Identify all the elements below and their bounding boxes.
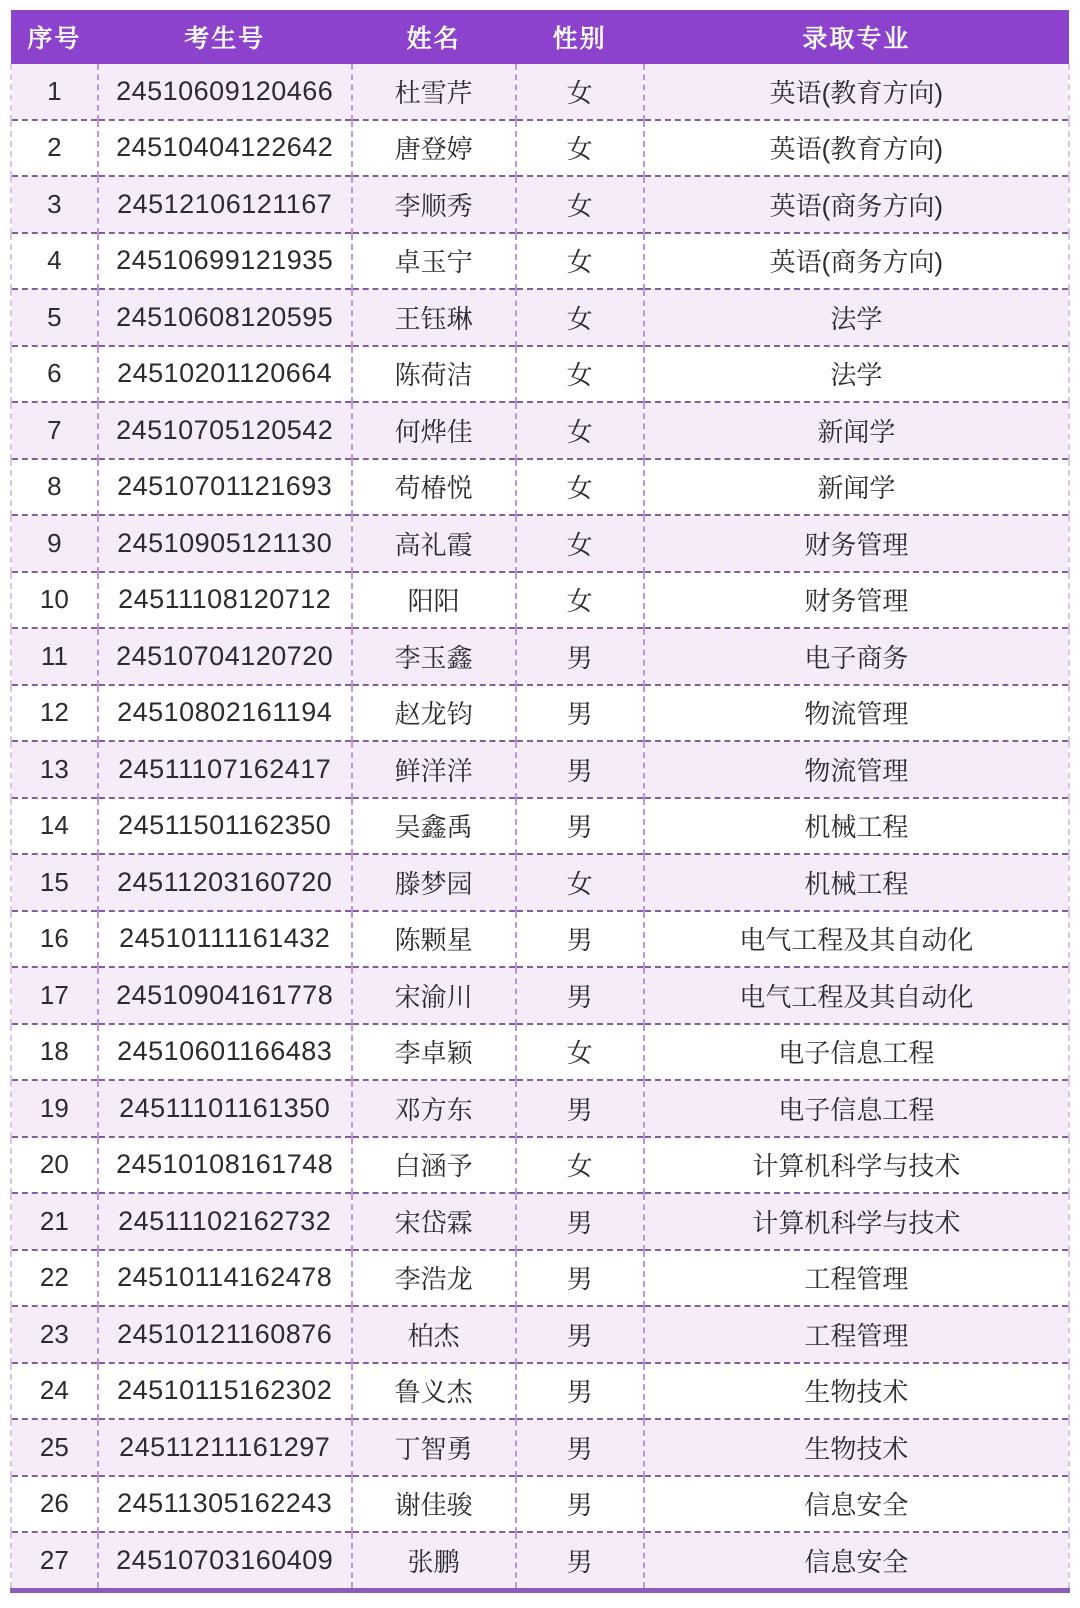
cell-index: 16 bbox=[11, 911, 98, 968]
cell-index: 12 bbox=[11, 685, 98, 742]
cell-candidate-no: 24511107162417 bbox=[98, 741, 352, 798]
cell-candidate-no: 24510111161432 bbox=[98, 911, 352, 968]
cell-gender: 女 bbox=[516, 459, 644, 516]
cell-candidate-no: 24510115162302 bbox=[98, 1363, 352, 1420]
cell-name: 王钰琳 bbox=[352, 289, 516, 346]
cell-major: 生物技术 bbox=[644, 1419, 1069, 1476]
table-row bbox=[11, 233, 1069, 290]
table-row bbox=[11, 1476, 1069, 1533]
cell-gender: 女 bbox=[516, 1137, 644, 1194]
cell-gender: 男 bbox=[516, 911, 644, 968]
cell-gender: 男 bbox=[516, 628, 644, 685]
cell-index: 7 bbox=[11, 402, 98, 459]
cell-candidate-no: 24511102162732 bbox=[98, 1193, 352, 1250]
cell-name: 宋渝川 bbox=[352, 967, 516, 1024]
cell-index: 22 bbox=[11, 1250, 98, 1307]
table-row bbox=[11, 120, 1069, 177]
cell-name: 杜雪芹 bbox=[352, 64, 516, 120]
table-row bbox=[11, 1306, 1069, 1363]
table-header bbox=[11, 10, 1069, 64]
cell-name: 邓方东 bbox=[352, 1080, 516, 1137]
cell-candidate-no: 24510601166483 bbox=[98, 1024, 352, 1081]
cell-index: 6 bbox=[11, 346, 98, 403]
cell-index: 18 bbox=[11, 1024, 98, 1081]
cell-index: 26 bbox=[11, 1476, 98, 1533]
cell-name: 鲁义杰 bbox=[352, 1363, 516, 1420]
table-row bbox=[11, 1080, 1069, 1137]
cell-major: 法学 bbox=[644, 346, 1069, 403]
cell-gender: 女 bbox=[516, 402, 644, 459]
cell-name: 李顺秀 bbox=[352, 176, 516, 233]
cell-candidate-no: 24510699121935 bbox=[98, 233, 352, 290]
cell-candidate-no: 24510705120542 bbox=[98, 402, 352, 459]
table-row bbox=[11, 628, 1069, 685]
cell-major: 电气工程及其自动化 bbox=[644, 911, 1069, 968]
cell-candidate-no: 24511108120712 bbox=[98, 572, 352, 629]
cell-index: 3 bbox=[11, 176, 98, 233]
table-body bbox=[11, 64, 1069, 1590]
cell-major: 财务管理 bbox=[644, 572, 1069, 629]
cell-gender: 男 bbox=[516, 1363, 644, 1420]
table-row bbox=[11, 459, 1069, 516]
cell-candidate-no: 24510701121693 bbox=[98, 459, 352, 516]
table-row bbox=[11, 289, 1069, 346]
cell-index: 13 bbox=[11, 741, 98, 798]
cell-name: 滕梦园 bbox=[352, 854, 516, 911]
cell-candidate-no: 24511305162243 bbox=[98, 1476, 352, 1533]
cell-major: 机械工程 bbox=[644, 854, 1069, 911]
cell-candidate-no: 24511211161297 bbox=[98, 1419, 352, 1476]
table-row bbox=[11, 1363, 1069, 1420]
cell-candidate-no: 24511203160720 bbox=[98, 854, 352, 911]
cell-major: 电子商务 bbox=[644, 628, 1069, 685]
cell-gender: 女 bbox=[516, 346, 644, 403]
cell-name: 吴鑫禹 bbox=[352, 798, 516, 855]
cell-candidate-no: 24510905121130 bbox=[98, 515, 352, 572]
cell-candidate-no: 24510608120595 bbox=[98, 289, 352, 346]
cell-gender: 男 bbox=[516, 685, 644, 742]
cell-name: 鲜洋洋 bbox=[352, 741, 516, 798]
cell-index: 5 bbox=[11, 289, 98, 346]
cell-candidate-no: 24511101161350 bbox=[98, 1080, 352, 1137]
table-row bbox=[11, 1137, 1069, 1194]
cell-name: 李浩龙 bbox=[352, 1250, 516, 1307]
column-header-candidate-no: 考生号 bbox=[98, 10, 352, 64]
table-row bbox=[11, 1193, 1069, 1250]
cell-major: 英语(商务方向) bbox=[644, 176, 1069, 233]
cell-index: 15 bbox=[11, 854, 98, 911]
column-header-major: 录取专业 bbox=[644, 10, 1069, 64]
cell-candidate-no: 24510802161194 bbox=[98, 685, 352, 742]
cell-major: 机械工程 bbox=[644, 798, 1069, 855]
cell-index: 9 bbox=[11, 515, 98, 572]
cell-major: 生物技术 bbox=[644, 1363, 1069, 1420]
cell-gender: 女 bbox=[516, 233, 644, 290]
cell-name: 李玉鑫 bbox=[352, 628, 516, 685]
cell-name: 阳阳 bbox=[352, 572, 516, 629]
cell-name: 宋岱霖 bbox=[352, 1193, 516, 1250]
table-row bbox=[11, 967, 1069, 1024]
table-row bbox=[11, 515, 1069, 572]
cell-name: 柏杰 bbox=[352, 1306, 516, 1363]
table-row bbox=[11, 911, 1069, 968]
cell-major: 电子信息工程 bbox=[644, 1024, 1069, 1081]
cell-gender: 男 bbox=[516, 741, 644, 798]
table-row bbox=[11, 741, 1069, 798]
cell-major: 物流管理 bbox=[644, 685, 1069, 742]
cell-index: 4 bbox=[11, 233, 98, 290]
cell-candidate-no: 24510114162478 bbox=[98, 1250, 352, 1307]
cell-major: 计算机科学与技术 bbox=[644, 1193, 1069, 1250]
cell-gender: 男 bbox=[516, 1532, 644, 1590]
cell-major: 新闻学 bbox=[644, 402, 1069, 459]
cell-candidate-no: 24510201120664 bbox=[98, 346, 352, 403]
cell-name: 谢佳骏 bbox=[352, 1476, 516, 1533]
table-row bbox=[11, 176, 1069, 233]
cell-gender: 男 bbox=[516, 798, 644, 855]
cell-index: 8 bbox=[11, 459, 98, 516]
cell-major: 财务管理 bbox=[644, 515, 1069, 572]
cell-index: 19 bbox=[11, 1080, 98, 1137]
admission-table bbox=[10, 10, 1070, 1593]
cell-index: 17 bbox=[11, 967, 98, 1024]
cell-name: 何烨佳 bbox=[352, 402, 516, 459]
table-row bbox=[11, 1419, 1069, 1476]
cell-major: 英语(教育方向) bbox=[644, 64, 1069, 120]
cell-index: 27 bbox=[11, 1532, 98, 1590]
cell-gender: 女 bbox=[516, 289, 644, 346]
cell-index: 24 bbox=[11, 1363, 98, 1420]
table-row bbox=[11, 346, 1069, 403]
table-row bbox=[11, 854, 1069, 911]
cell-candidate-no: 24512106121167 bbox=[98, 176, 352, 233]
table-header-row bbox=[11, 10, 1069, 64]
column-header-gender: 性别 bbox=[516, 10, 644, 64]
cell-major: 英语(商务方向) bbox=[644, 233, 1069, 290]
cell-gender: 女 bbox=[516, 1024, 644, 1081]
cell-name: 唐登婷 bbox=[352, 120, 516, 177]
cell-major: 信息安全 bbox=[644, 1532, 1069, 1590]
cell-candidate-no: 24510904161778 bbox=[98, 967, 352, 1024]
cell-major: 电气工程及其自动化 bbox=[644, 967, 1069, 1024]
cell-major: 新闻学 bbox=[644, 459, 1069, 516]
cell-name: 陈颗星 bbox=[352, 911, 516, 968]
table-row bbox=[11, 1250, 1069, 1307]
column-header-name: 姓名 bbox=[352, 10, 516, 64]
cell-name: 高礼霞 bbox=[352, 515, 516, 572]
cell-name: 卓玉宁 bbox=[352, 233, 516, 290]
cell-candidate-no: 24510404122642 bbox=[98, 120, 352, 177]
cell-candidate-no: 24511501162350 bbox=[98, 798, 352, 855]
cell-gender: 男 bbox=[516, 1306, 644, 1363]
cell-gender: 女 bbox=[516, 515, 644, 572]
cell-candidate-no: 24510108161748 bbox=[98, 1137, 352, 1194]
cell-index: 2 bbox=[11, 120, 98, 177]
cell-index: 1 bbox=[11, 64, 98, 120]
cell-major: 计算机科学与技术 bbox=[644, 1137, 1069, 1194]
cell-gender: 女 bbox=[516, 64, 644, 120]
cell-major: 工程管理 bbox=[644, 1306, 1069, 1363]
table-row bbox=[11, 402, 1069, 459]
cell-name: 苟椿悦 bbox=[352, 459, 516, 516]
cell-name: 赵龙钧 bbox=[352, 685, 516, 742]
cell-major: 信息安全 bbox=[644, 1476, 1069, 1533]
cell-index: 25 bbox=[11, 1419, 98, 1476]
cell-major: 电子信息工程 bbox=[644, 1080, 1069, 1137]
cell-name: 白涵予 bbox=[352, 1137, 516, 1194]
cell-gender: 男 bbox=[516, 1193, 644, 1250]
table-row bbox=[11, 64, 1069, 120]
cell-major: 物流管理 bbox=[644, 741, 1069, 798]
cell-major: 英语(教育方向) bbox=[644, 120, 1069, 177]
cell-gender: 女 bbox=[516, 572, 644, 629]
cell-name: 陈荷洁 bbox=[352, 346, 516, 403]
table-row bbox=[11, 685, 1069, 742]
cell-gender: 女 bbox=[516, 120, 644, 177]
column-header-index: 序号 bbox=[11, 10, 98, 64]
cell-index: 11 bbox=[11, 628, 98, 685]
cell-candidate-no: 24510609120466 bbox=[98, 64, 352, 120]
cell-gender: 男 bbox=[516, 1476, 644, 1533]
table-row bbox=[11, 1024, 1069, 1081]
cell-name: 丁智勇 bbox=[352, 1419, 516, 1476]
cell-index: 23 bbox=[11, 1306, 98, 1363]
table-row bbox=[11, 1532, 1069, 1590]
cell-index: 21 bbox=[11, 1193, 98, 1250]
cell-index: 10 bbox=[11, 572, 98, 629]
cell-name: 李卓颖 bbox=[352, 1024, 516, 1081]
table-row bbox=[11, 798, 1069, 855]
cell-candidate-no: 24510121160876 bbox=[98, 1306, 352, 1363]
cell-candidate-no: 24510703160409 bbox=[98, 1532, 352, 1590]
cell-index: 20 bbox=[11, 1137, 98, 1194]
table-row bbox=[11, 572, 1069, 629]
cell-major: 法学 bbox=[644, 289, 1069, 346]
cell-candidate-no: 24510704120720 bbox=[98, 628, 352, 685]
cell-gender: 男 bbox=[516, 1080, 644, 1137]
cell-name: 张鹏 bbox=[352, 1532, 516, 1590]
cell-gender: 男 bbox=[516, 1250, 644, 1307]
cell-gender: 女 bbox=[516, 854, 644, 911]
cell-gender: 女 bbox=[516, 176, 644, 233]
cell-major: 工程管理 bbox=[644, 1250, 1069, 1307]
cell-gender: 男 bbox=[516, 967, 644, 1024]
cell-index: 14 bbox=[11, 798, 98, 855]
cell-gender: 男 bbox=[516, 1419, 644, 1476]
